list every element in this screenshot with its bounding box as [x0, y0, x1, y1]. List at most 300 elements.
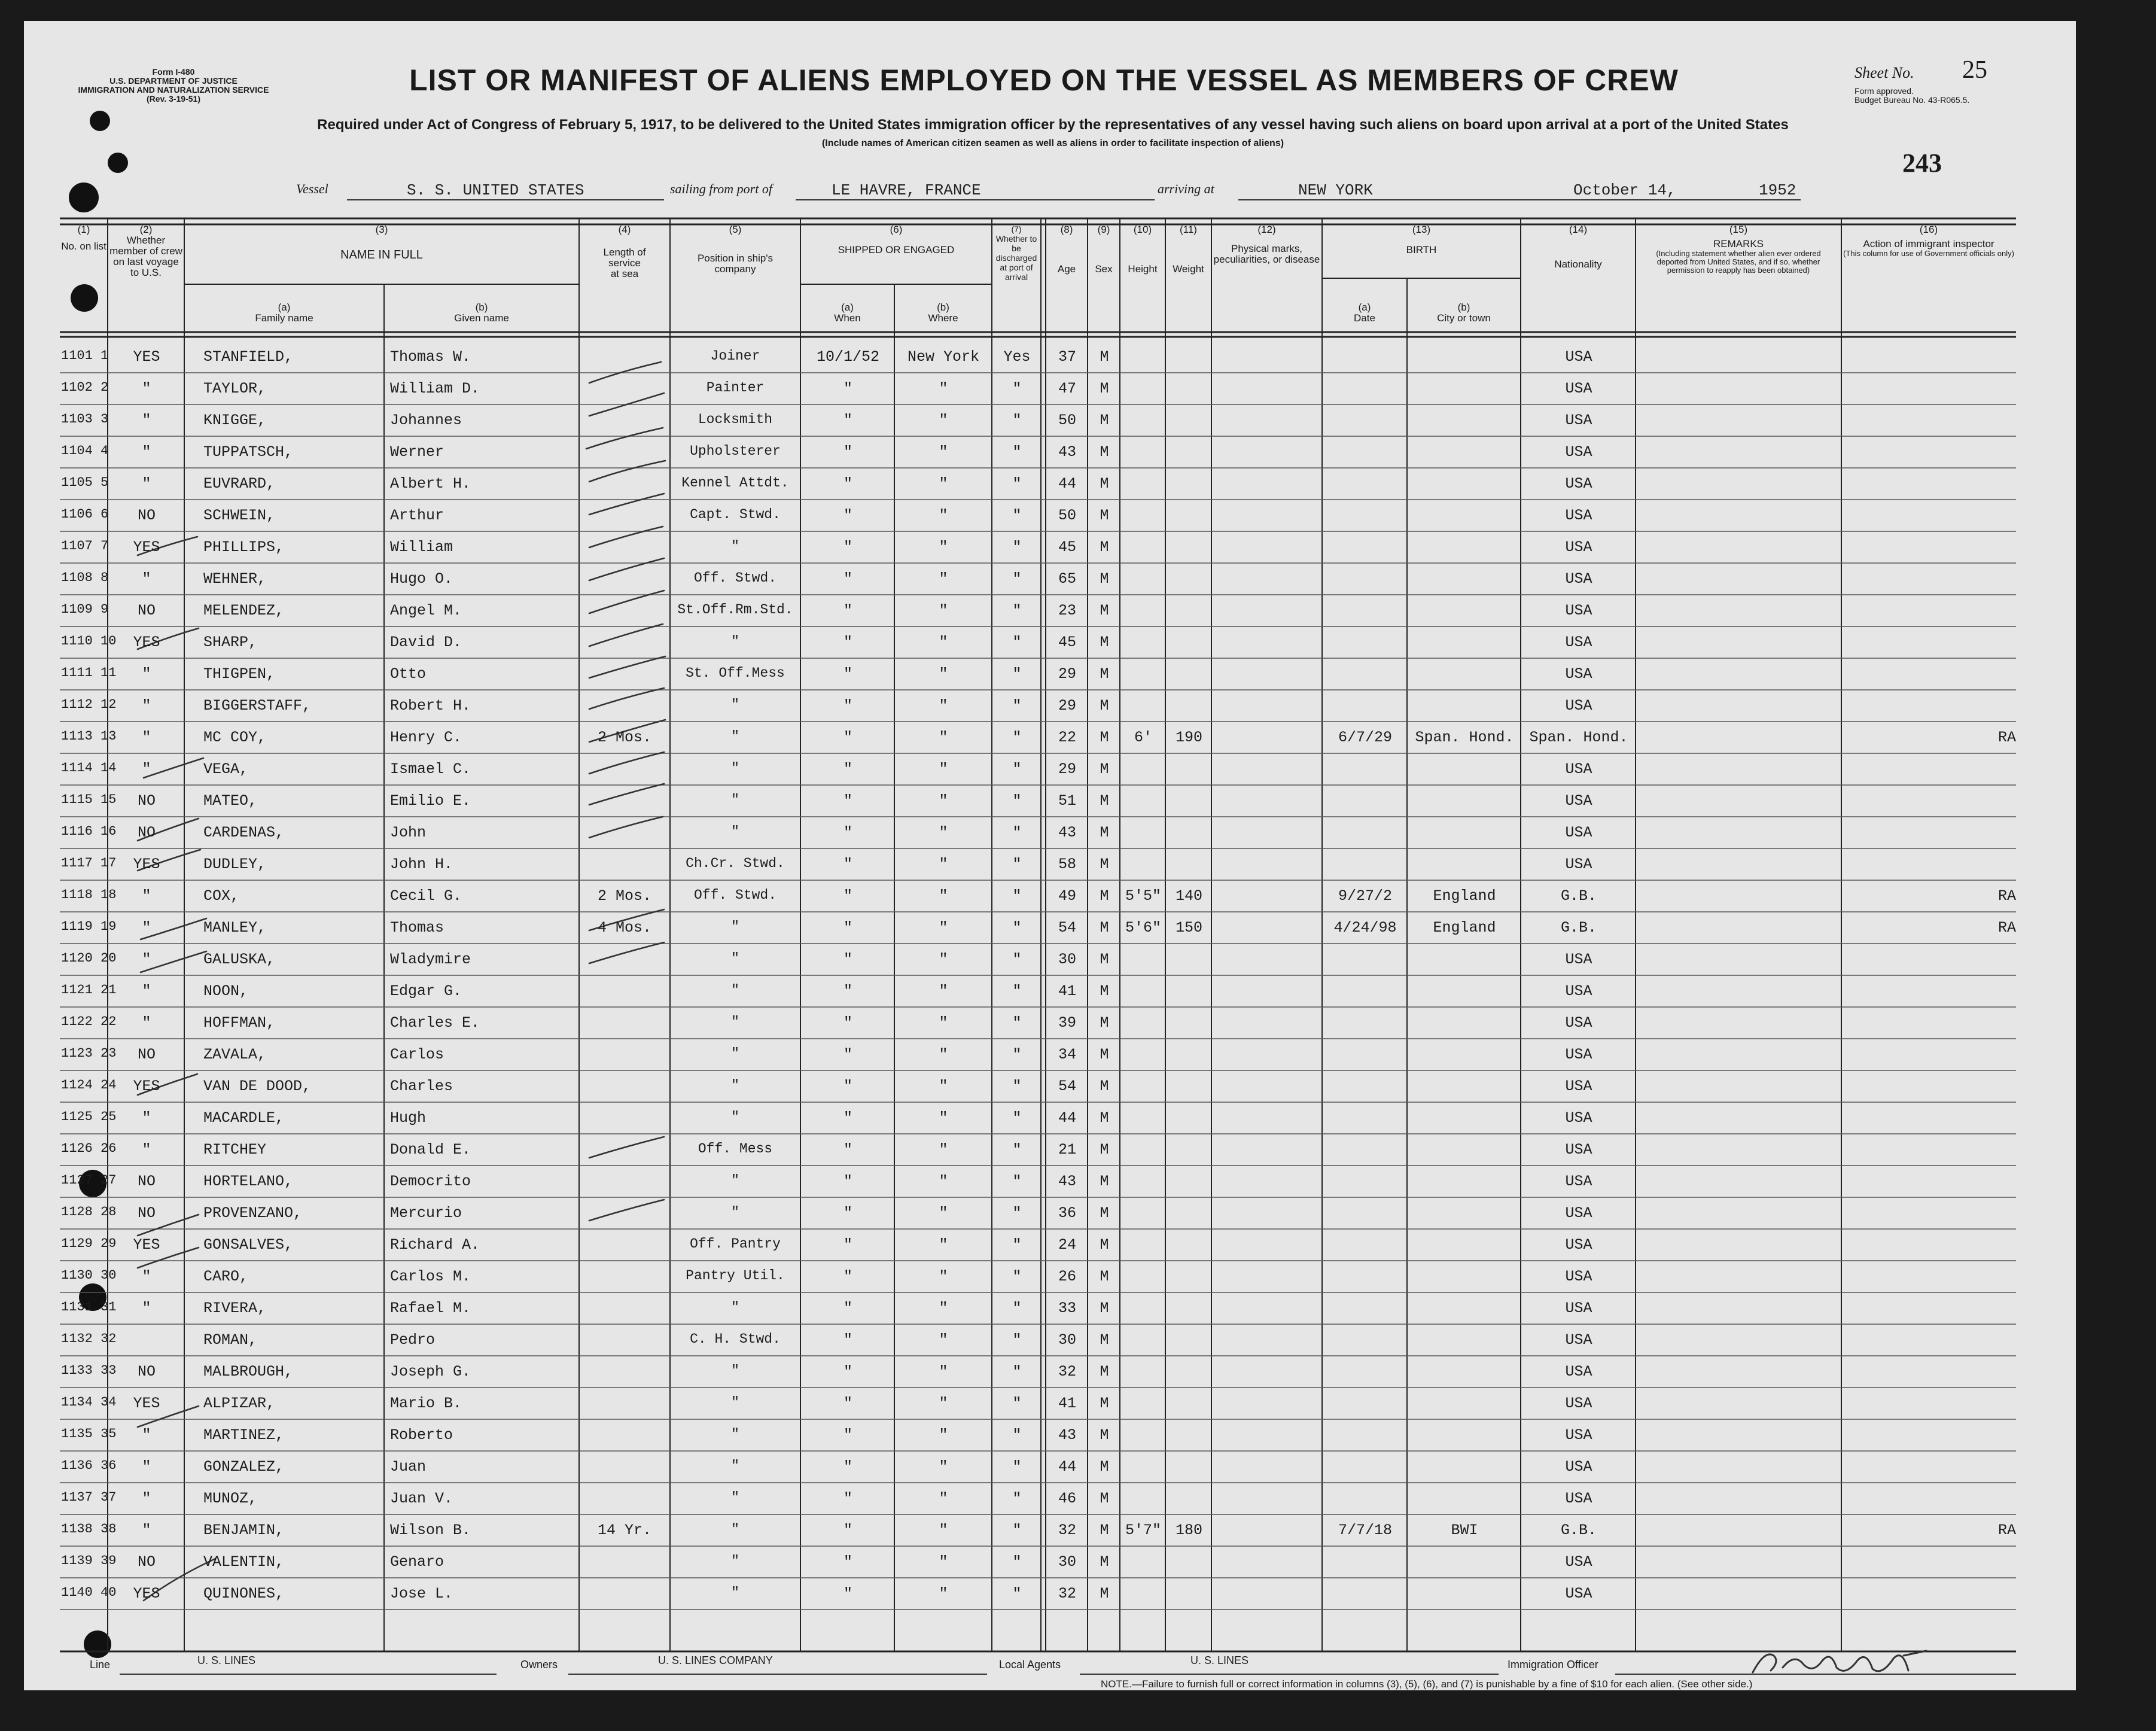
- cell-disch: ": [1012, 919, 1022, 936]
- cell-nat: USA: [1565, 348, 1592, 366]
- cell-when: ": [843, 1236, 852, 1254]
- cell-nat: USA: [1565, 824, 1592, 841]
- cell-family: GONZALEZ,: [203, 1458, 285, 1476]
- cell-family: SCHWEIN,: [203, 507, 276, 524]
- footer-line-value: U. S. LINES: [197, 1654, 256, 1666]
- cell-given: Robert H.: [390, 697, 471, 714]
- cell-disch: ": [1012, 380, 1022, 397]
- header-num: (8): [1060, 224, 1073, 235]
- cell-given: Juan: [390, 1458, 427, 1476]
- cell-disch: ": [1012, 412, 1022, 429]
- cell-disch: ": [1012, 856, 1022, 873]
- cell-prev: YES: [133, 1236, 160, 1254]
- header-num: (b): [1457, 302, 1470, 313]
- arrival-date: October 14,: [1573, 181, 1676, 199]
- cell-when: ": [843, 1109, 852, 1127]
- cell-sex: M: [1100, 1268, 1109, 1285]
- cell-given: Albert H.: [390, 475, 471, 492]
- cell-prev: ": [142, 1014, 151, 1032]
- cell-given: Richard A.: [390, 1236, 480, 1254]
- header-col6: [800, 224, 992, 255]
- cell-sex: M: [1100, 1522, 1109, 1539]
- cell-prev: ": [142, 1490, 151, 1507]
- cell-position: ": [731, 634, 739, 649]
- cell-family: HOFFMAN,: [203, 1014, 276, 1032]
- cell-where: ": [939, 951, 948, 968]
- cell-nat: USA: [1565, 412, 1592, 429]
- cell-disch: ": [1012, 602, 1022, 619]
- cell-where: ": [939, 634, 948, 651]
- cell-disch: ": [1012, 1363, 1022, 1380]
- cell-disch: ": [1012, 1014, 1022, 1032]
- cell-where: ": [939, 1236, 948, 1254]
- cell-when: ": [843, 982, 852, 1000]
- cell-nat: G.B.: [1560, 919, 1597, 936]
- cell-sex: M: [1100, 697, 1109, 714]
- cell-nat: USA: [1565, 697, 1592, 714]
- cell-bcity: England: [1433, 887, 1496, 905]
- cell-age: 49: [1058, 887, 1076, 905]
- cell-prev: NO: [137, 1046, 156, 1063]
- header-col13: [1322, 224, 1521, 255]
- cell-when: ": [843, 1173, 852, 1190]
- cell-position: Kennel Attdt.: [681, 475, 789, 491]
- cell-disch: ": [1012, 729, 1022, 746]
- from-port: LE HAVRE, FRANCE: [832, 181, 981, 199]
- stamp-number: 243: [1902, 148, 1942, 178]
- cell-where: ": [939, 697, 948, 714]
- cell-nat: USA: [1565, 1014, 1592, 1032]
- cell-family: ALPIZAR,: [203, 1395, 276, 1412]
- cell-given: Carlos: [390, 1046, 444, 1063]
- cell-service: 2 Mos.: [597, 887, 651, 905]
- cell-nat: USA: [1565, 1141, 1592, 1158]
- header-text: Position in ship's company: [697, 252, 774, 275]
- cell-prev: ": [142, 665, 151, 683]
- cell-sex: M: [1100, 919, 1109, 936]
- cell-sex: M: [1100, 1204, 1109, 1222]
- footer-note: NOTE.—Failure to furnish full or correct information in columns (3), (5), (6), and (7) is punishable by a fine of $10 for each alien. (See other side.): [1101, 1678, 1753, 1690]
- cell-age: 32: [1058, 1585, 1076, 1602]
- cell-nat: USA: [1565, 951, 1592, 968]
- cell-sex: M: [1100, 412, 1109, 429]
- cell-family: CARDENAS,: [203, 824, 285, 841]
- header-col6b: [894, 302, 992, 324]
- cell-position: ": [731, 1426, 739, 1442]
- cell-where: ": [939, 1014, 948, 1032]
- cell-nat: USA: [1565, 570, 1592, 588]
- cell-family: STANFIELD,: [203, 348, 294, 366]
- header-text: Sex: [1095, 263, 1113, 275]
- cell-no: 1131 31: [61, 1300, 117, 1315]
- cell-prev: YES: [133, 539, 160, 556]
- cell-where: ": [939, 507, 948, 524]
- cell-no: 1138 38: [61, 1522, 117, 1537]
- cell-position: Off. Mess: [698, 1141, 773, 1157]
- cell-no: 1103 3: [61, 412, 109, 427]
- header-col14: [1521, 224, 1636, 270]
- cell-where: ": [939, 792, 948, 810]
- cell-given: Werner: [390, 443, 444, 461]
- cell-where: ": [939, 1553, 948, 1571]
- cell-disch: ": [1012, 951, 1022, 968]
- cell-age: 43: [1058, 1173, 1076, 1190]
- header-col5: [670, 224, 800, 275]
- cell-no: 1136 36: [61, 1458, 117, 1473]
- cell-when: ": [843, 951, 852, 968]
- cell-prev: ": [142, 412, 151, 429]
- cell-age: 41: [1058, 1395, 1076, 1412]
- cell-position: Off. Pantry: [690, 1236, 781, 1252]
- cell-sex: M: [1100, 1141, 1109, 1158]
- header-num: (b): [475, 302, 488, 313]
- cell-family: GONSALVES,: [203, 1236, 294, 1254]
- cell-where: ": [939, 602, 948, 619]
- cell-when: ": [843, 1014, 852, 1032]
- cell-prev: YES: [133, 1078, 160, 1095]
- cell-no: 1118 18: [61, 887, 117, 902]
- footer-owners-label: Owners: [520, 1659, 558, 1671]
- table-row: [24, 531, 2076, 563]
- cell-prev: ": [142, 697, 151, 714]
- cell-disch: ": [1012, 824, 1022, 841]
- header-col3: [184, 224, 579, 260]
- cell-no: 1107 7: [61, 539, 109, 553]
- cell-family: PROVENZANO,: [203, 1204, 303, 1222]
- cell-age: 34: [1058, 1046, 1076, 1063]
- cell-sex: M: [1100, 1331, 1109, 1349]
- cell-given: Charles: [390, 1078, 453, 1095]
- cell-sex: M: [1100, 1078, 1109, 1095]
- approval-line: Form approved.: [1854, 86, 1914, 96]
- cell-family: WEHNER,: [203, 570, 267, 588]
- cell-prev: ": [142, 887, 151, 905]
- cell-age: 21: [1058, 1141, 1076, 1158]
- cell-when: ": [843, 1458, 852, 1476]
- cell-service: 14 Yr.: [597, 1522, 651, 1539]
- cell-position: ": [731, 760, 739, 776]
- cell-where: ": [939, 1300, 948, 1317]
- table-row: [24, 1451, 2076, 1483]
- cell-sex: M: [1100, 1490, 1109, 1507]
- cell-where: ": [939, 412, 948, 429]
- cell-when: ": [843, 792, 852, 810]
- footer-officer-label: Immigration Officer: [1508, 1659, 1598, 1671]
- officer-signature: [1747, 1644, 1938, 1680]
- cell-bdate: 7/7/18: [1338, 1522, 1392, 1539]
- table-row: [24, 1070, 2076, 1102]
- cell-no: 1109 9: [61, 602, 109, 617]
- cell-where: ": [939, 1046, 948, 1063]
- cell-no: 1116 16: [61, 824, 117, 839]
- cell-position: ": [731, 1046, 739, 1061]
- cell-disch: ": [1012, 1458, 1022, 1476]
- cell-disch: ": [1012, 443, 1022, 461]
- cell-where: ": [939, 824, 948, 841]
- cell-prev: ": [142, 475, 151, 492]
- header-text: When: [834, 312, 861, 324]
- cell-sex: M: [1100, 1363, 1109, 1380]
- cell-action: RA: [1998, 919, 2017, 936]
- cell-prev: NO: [137, 602, 156, 619]
- cell-no: 1101 1: [61, 348, 109, 363]
- cell-sex: M: [1100, 443, 1109, 461]
- cell-nat: USA: [1565, 1490, 1592, 1507]
- cell-position: ": [731, 982, 739, 998]
- header-col3a: [184, 302, 384, 324]
- header-text: Physical marks, peculiarities, or disease: [1213, 243, 1320, 265]
- cell-no: 1112 12: [61, 697, 117, 712]
- cell-family: RIVERA,: [203, 1300, 267, 1317]
- cell-given: Rafael M.: [390, 1300, 471, 1317]
- cell-sex: M: [1100, 982, 1109, 1000]
- cell-age: 43: [1058, 443, 1076, 461]
- header-text: NAME IN FULL: [340, 248, 423, 261]
- cell-where: ": [939, 887, 948, 905]
- cell-no: 1139 39: [61, 1553, 117, 1568]
- cell-nat: USA: [1565, 1268, 1592, 1285]
- cell-nat: USA: [1565, 539, 1592, 556]
- cell-where: ": [939, 1331, 948, 1349]
- header-num: (1): [77, 224, 90, 235]
- cell-when: ": [843, 507, 852, 524]
- header-num: (a): [278, 302, 291, 313]
- header-text: Height: [1128, 263, 1158, 275]
- cell-where: ": [939, 1204, 948, 1222]
- cell-sex: M: [1100, 507, 1109, 524]
- cell-given: Roberto: [390, 1426, 453, 1444]
- to-port: NEW YORK: [1298, 181, 1373, 199]
- cell-no: 1126 26: [61, 1141, 117, 1156]
- cell-where: ": [939, 1490, 948, 1507]
- cell-position: ": [731, 824, 739, 839]
- cell-given: John: [390, 824, 427, 841]
- header-num: (3): [375, 224, 388, 235]
- cell-when: 10/1/52: [816, 348, 880, 366]
- cell-age: 44: [1058, 1458, 1076, 1476]
- cell-given: Jose L.: [390, 1585, 453, 1602]
- cell-when: ": [843, 856, 852, 873]
- cell-sex: M: [1100, 760, 1109, 778]
- cell-when: ": [843, 1300, 852, 1317]
- cell-given: Ismael C.: [390, 760, 471, 778]
- cell-where: ": [939, 760, 948, 778]
- cell-when: ": [843, 539, 852, 556]
- cell-prev: YES: [133, 634, 160, 651]
- cell-family: BIGGERSTAFF,: [203, 697, 312, 714]
- cell-age: 46: [1058, 1490, 1076, 1507]
- cell-nat: USA: [1565, 1426, 1592, 1444]
- cell-when: ": [843, 475, 852, 492]
- cell-family: MANLEY,: [203, 919, 267, 936]
- cell-prev: NO: [137, 1204, 156, 1222]
- cell-no: 1125 25: [61, 1109, 117, 1124]
- cell-when: ": [843, 1331, 852, 1349]
- sheet-label: Sheet No.: [1854, 64, 1914, 81]
- cell-sex: M: [1100, 1553, 1109, 1571]
- header-num: (9): [1097, 224, 1110, 235]
- cell-where: ": [939, 665, 948, 683]
- cell-age: 32: [1058, 1522, 1076, 1539]
- header-text: Date: [1354, 312, 1375, 324]
- cell-prev: ": [142, 380, 151, 397]
- cell-disch: ": [1012, 1173, 1022, 1190]
- table-row: [24, 500, 2076, 531]
- cell-nat: USA: [1565, 1109, 1592, 1127]
- cell-position: ": [731, 1585, 739, 1601]
- header-num: (b): [937, 302, 949, 313]
- cell-nat: USA: [1565, 856, 1592, 873]
- cell-age: 24: [1058, 1236, 1076, 1254]
- cell-given: David D.: [390, 634, 462, 651]
- cell-nat: USA: [1565, 443, 1592, 461]
- cell-sex: M: [1100, 887, 1109, 905]
- cell-no: 1135 35: [61, 1426, 117, 1441]
- cell-position: St. Off.Mess: [686, 665, 785, 681]
- cell-where: ": [939, 1109, 948, 1127]
- cell-sex: M: [1100, 475, 1109, 492]
- header-col11: [1165, 224, 1211, 275]
- cell-age: 29: [1058, 697, 1076, 714]
- cell-given: Genaro: [390, 1553, 444, 1571]
- header-col1: [60, 224, 108, 252]
- footer-line-label: Line: [90, 1659, 111, 1671]
- cell-position: Painter: [706, 380, 765, 396]
- header-text: BIRTH: [1406, 244, 1437, 255]
- cell-where: ": [939, 1458, 948, 1476]
- cell-service: 2 Mos.: [597, 729, 651, 746]
- table-row: [24, 658, 2076, 690]
- cell-position: ": [731, 1078, 739, 1093]
- form-service: IMMIGRATION AND NATURALIZATION SERVICE: [78, 85, 269, 95]
- cell-when: ": [843, 1141, 852, 1158]
- cell-no: 1120 20: [61, 951, 117, 966]
- cell-bcity: Span. Hond.: [1415, 729, 1514, 746]
- cell-action: RA: [1998, 887, 2017, 905]
- cell-when: ": [843, 919, 852, 936]
- table-row: [24, 468, 2076, 500]
- cell-family: NOON,: [203, 982, 249, 1000]
- manifest-sheet: [24, 21, 2076, 1690]
- cell-given: Mercurio: [390, 1204, 462, 1222]
- cell-age: 65: [1058, 570, 1076, 588]
- cell-sex: M: [1100, 570, 1109, 588]
- cell-prev: ": [142, 1522, 151, 1539]
- cell-where: ": [939, 1268, 948, 1285]
- cell-weight: 180: [1175, 1522, 1202, 1539]
- table-row: [24, 848, 2076, 880]
- header-num: (6): [890, 224, 903, 235]
- cell-sex: M: [1100, 951, 1109, 968]
- table-row: [24, 1134, 2076, 1166]
- cell-age: 33: [1058, 1300, 1076, 1317]
- approval-line: Budget Bureau No. 43-R065.5.: [1854, 95, 1970, 105]
- cell-where: ": [939, 443, 948, 461]
- cell-when: ": [843, 1522, 852, 1539]
- cell-age: 44: [1058, 1109, 1076, 1127]
- cell-prev: NO: [137, 824, 156, 841]
- cell-where: ": [939, 1585, 948, 1602]
- cell-disch: ": [1012, 1395, 1022, 1412]
- cell-age: 41: [1058, 982, 1076, 1000]
- header-text: Length of service at sea: [603, 247, 646, 279]
- cell-prev: NO: [137, 1553, 156, 1571]
- cell-height: 5'7": [1125, 1522, 1161, 1539]
- cell-when: ": [843, 1426, 852, 1444]
- cell-age: 39: [1058, 1014, 1076, 1032]
- cell-given: Wilson B.: [390, 1522, 471, 1539]
- cell-nat: USA: [1565, 1236, 1592, 1254]
- cell-where: ": [939, 1395, 948, 1412]
- form-revision: (Rev. 3-19-51): [146, 94, 200, 104]
- cell-height: 5'5": [1125, 887, 1161, 905]
- header-text: Whether to be discharged at port of arrival: [995, 234, 1037, 282]
- cell-family: VEGA,: [203, 760, 249, 778]
- cell-age: 47: [1058, 380, 1076, 397]
- cell-sex: M: [1100, 1173, 1109, 1190]
- cell-disch: ": [1012, 760, 1022, 778]
- cell-prev: ": [142, 729, 151, 746]
- cell-nat: USA: [1565, 1173, 1592, 1190]
- cell-nat: USA: [1565, 1458, 1592, 1476]
- cell-given: Otto: [390, 665, 427, 683]
- cell-action: RA: [1998, 1522, 2017, 1539]
- table-row: [24, 912, 2076, 944]
- cell-where: ": [939, 1141, 948, 1158]
- cell-where: ": [939, 475, 948, 492]
- header-num: (13): [1412, 224, 1431, 235]
- header-num: (10): [1133, 224, 1152, 235]
- cell-bdate: 4/24/98: [1333, 919, 1397, 936]
- header-num: (5): [729, 224, 742, 235]
- cell-disch: ": [1012, 697, 1022, 714]
- cell-when: ": [843, 697, 852, 714]
- cell-nat: USA: [1565, 1585, 1592, 1602]
- header-col16: [1841, 224, 2016, 258]
- cell-no: 1104 4: [61, 443, 109, 458]
- cell-nat: G.B.: [1560, 1522, 1597, 1539]
- header-text: Nationality: [1554, 258, 1602, 270]
- cell-no: 1132 32: [61, 1331, 117, 1346]
- table-row: [24, 690, 2076, 722]
- cell-family: MALBROUGH,: [203, 1363, 294, 1380]
- cell-age: 54: [1058, 1078, 1076, 1095]
- table-row: [24, 785, 2076, 817]
- header-text: Family name: [255, 312, 313, 324]
- cell-age: 22: [1058, 729, 1076, 746]
- cell-no: 1122 22: [61, 1014, 117, 1029]
- vessel-label: Vessel: [296, 181, 328, 196]
- cell-sex: M: [1100, 1109, 1109, 1127]
- cell-position: Pantry Util.: [686, 1268, 785, 1283]
- cell-disch: ": [1012, 475, 1022, 492]
- cell-disch: ": [1012, 982, 1022, 1000]
- cell-no: 1129 29: [61, 1236, 117, 1251]
- header-col9: [1088, 224, 1120, 275]
- cell-where: ": [939, 1078, 948, 1095]
- cell-no: 1134 34: [61, 1395, 117, 1410]
- cell-prev: ": [142, 919, 151, 936]
- cell-when: ": [843, 1363, 852, 1380]
- cell-when: ": [843, 602, 852, 619]
- table-row: [24, 1261, 2076, 1292]
- cell-position: Joiner: [710, 348, 760, 364]
- cell-disch: ": [1012, 1490, 1022, 1507]
- cell-family: MARTINEZ,: [203, 1426, 285, 1444]
- header-text: Weight: [1173, 263, 1204, 275]
- cell-nat: USA: [1565, 1395, 1592, 1412]
- cell-given: Carlos M.: [390, 1268, 471, 1285]
